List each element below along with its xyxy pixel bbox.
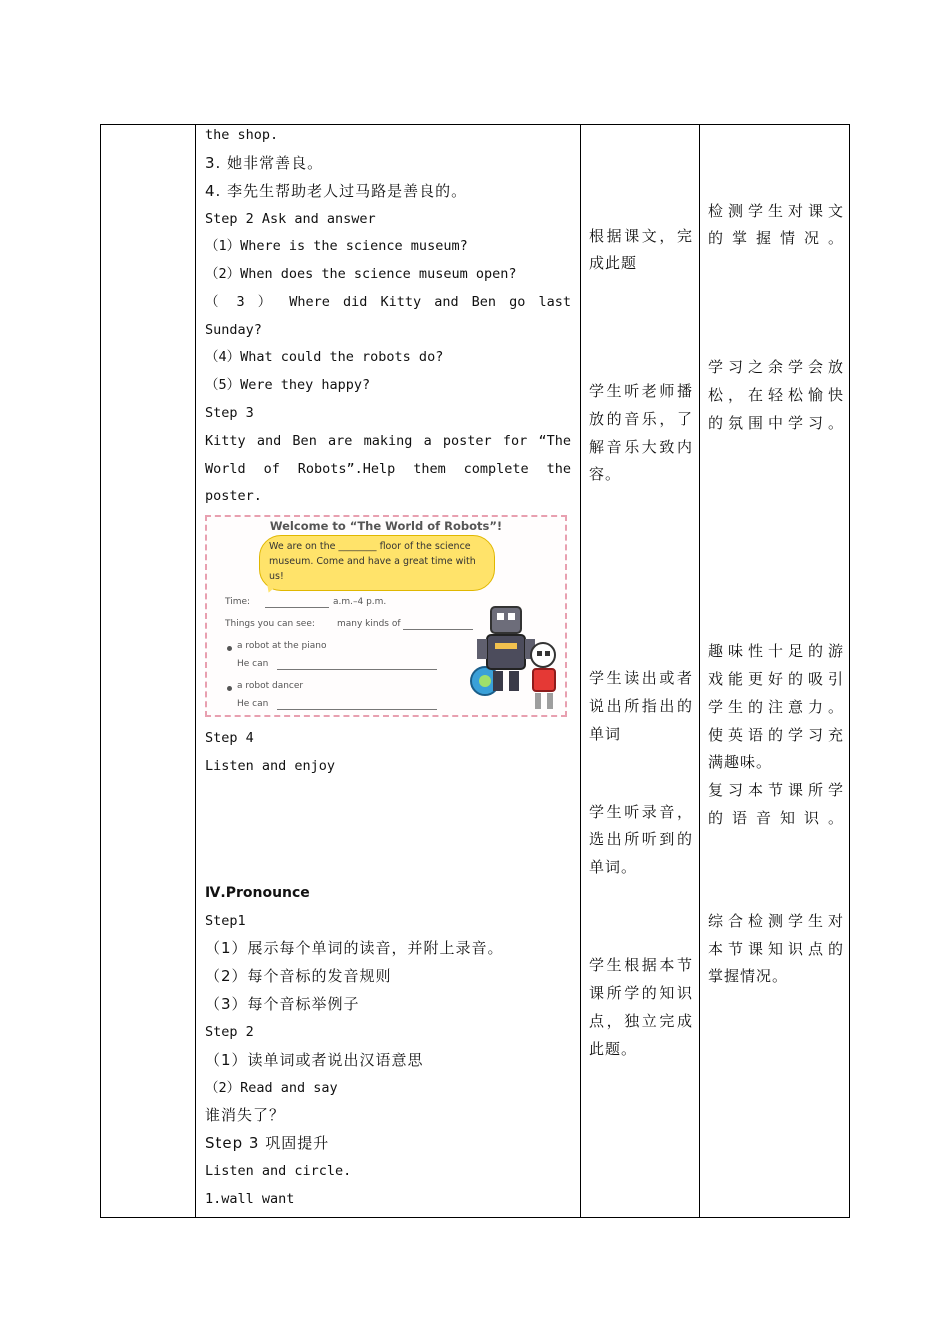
teacher-activity-line: Step 3 巩固提升 <box>205 1134 330 1152</box>
design-intent-line: 的掌握情况。 <box>708 229 844 247</box>
teacher-activity-line: 1.wall want <box>205 1191 295 1207</box>
student-activity-line: 说出所指出的 <box>589 697 693 715</box>
teacher-activity-line: the shop. <box>205 127 279 143</box>
design-intent-line: 学习之余学会放 <box>708 358 844 376</box>
teacher-activity-line: Sunday? <box>205 322 262 338</box>
teacher-activity-line: 4. 李先生帮助老人过马路是善良的。 <box>205 182 468 200</box>
teacher-activity-line: （2）每个音标的发音规则 <box>205 967 392 985</box>
teacher-activity-line: poster. <box>205 488 262 504</box>
student-activity-line: 容。 <box>589 465 622 483</box>
things-text: many kinds of <box>337 619 401 629</box>
lesson-plan-table <box>100 124 850 1218</box>
column-divider <box>195 125 196 1217</box>
teacher-activity-line: （2）When does the science museum open? <box>205 266 517 282</box>
teacher-activity-line: Step 3 <box>205 405 254 421</box>
teacher-activity-line: （2）Read and say <box>205 1080 338 1096</box>
teacher-activity-line: （1）Where is the science museum? <box>205 238 468 254</box>
teacher-activity-line: Listen and circle. <box>205 1163 352 1179</box>
student-activity-line: 成此题 <box>589 254 638 272</box>
blank-line <box>277 709 437 710</box>
robots-illustration <box>451 595 565 715</box>
teacher-activity-line: Step1 <box>205 913 246 929</box>
student-activity-line: 此题。 <box>589 1040 638 1058</box>
item-piano-robot: a robot at the piano <box>237 641 327 651</box>
poster-title: Welcome to “The World of Robots”! <box>269 519 503 533</box>
teacher-activity-line: Step 2 Ask and answer <box>205 211 376 227</box>
he-can-label: He can <box>237 699 269 709</box>
blank-line <box>277 669 437 670</box>
design-intent-line: 学生的注意力。 <box>708 698 844 716</box>
design-intent-line: 趣味性十足的游 <box>708 642 844 660</box>
student-activity-column <box>589 125 693 1217</box>
design-intent-line: 的氛围中学习。 <box>708 414 844 432</box>
student-activity-line: 点，独立完成 <box>589 1012 693 1030</box>
design-intent-line: 本节课知识点的 <box>708 940 844 958</box>
he-can-label: He can <box>237 659 269 669</box>
design-intent-column <box>708 125 844 1217</box>
design-intent-line: 综合检测学生对 <box>708 912 844 930</box>
robots-poster-image <box>205 515 567 717</box>
teacher-activity-line: （ 3 ） Where did Kitty and Ben go last <box>205 294 571 310</box>
teacher-activity-line: （3）每个音标举例子 <box>205 995 360 1013</box>
student-activity-line: 课所学的知识 <box>589 984 693 1002</box>
design-intent-line: 满趣味。 <box>708 753 773 771</box>
student-activity-line: 学生读出或者 <box>589 669 693 687</box>
teacher-activity-line: （1）读单词或者说出汉语意思 <box>205 1051 424 1069</box>
student-activity-line: 根据课文，完 <box>589 227 693 245</box>
student-activity-line: 学生根据本节 <box>589 956 693 974</box>
teacher-activity-line: Kitty and Ben are making a poster for “The <box>205 433 571 449</box>
item-dancer-robot: a robot dancer <box>237 681 304 691</box>
teacher-activity-line: （5）Were they happy? <box>205 377 371 393</box>
student-activity-line: 单词。 <box>589 858 638 876</box>
column-divider <box>580 125 581 1217</box>
time-label: Time: <box>225 597 251 607</box>
teacher-activity-line: Step 2 <box>205 1024 254 1040</box>
blank-line <box>265 607 329 608</box>
design-intent-line: 戏能更好的吸引 <box>708 670 844 688</box>
stage-column <box>101 125 195 1217</box>
design-intent-line: 的语音知识。 <box>708 809 844 827</box>
student-activity-line: 解音乐大致内 <box>589 438 693 456</box>
teacher-activity-line: Listen and enjoy <box>205 758 336 774</box>
student-activity-line: 学生听录音， <box>589 803 693 821</box>
student-activity-line: 学生听老师播 <box>589 382 693 400</box>
bubble-text: We are on the ________ floor of the science museum. Come and have a great time with us! <box>269 541 476 582</box>
bullet <box>227 686 232 691</box>
design-intent-line: 松，在轻松愉快 <box>708 386 844 404</box>
design-intent-line: 检测学生对课文 <box>708 202 844 220</box>
teacher-activity-line: （4）What could the robots do? <box>205 349 444 365</box>
teacher-activity-line: Ⅳ.Pronounce <box>205 885 310 901</box>
design-intent-line: 复习本节课所学 <box>708 781 844 799</box>
column-divider <box>699 125 700 1217</box>
student-activity-line: 单词 <box>589 725 622 743</box>
teacher-activity-line: World of Robots”.Help them complete the <box>205 461 571 477</box>
bullet <box>227 646 232 651</box>
teacher-activity-line: （1）展示每个单词的读音，并附上录音。 <box>205 939 504 957</box>
things-label: Things you can see: <box>225 619 315 629</box>
time-text: a.m.–4 p.m. <box>333 597 387 607</box>
design-intent-line: 使英语的学习充 <box>708 726 844 744</box>
design-intent-line: 掌握情况。 <box>708 967 789 985</box>
teacher-activity-line: 3. 她非常善良。 <box>205 154 324 172</box>
teacher-activity-line: 谁消失了？ <box>205 1106 286 1124</box>
student-activity-line: 放的音乐，了 <box>589 410 693 428</box>
student-activity-line: 选出所听到的 <box>589 830 693 848</box>
teacher-activity-line: Step 4 <box>205 730 254 746</box>
